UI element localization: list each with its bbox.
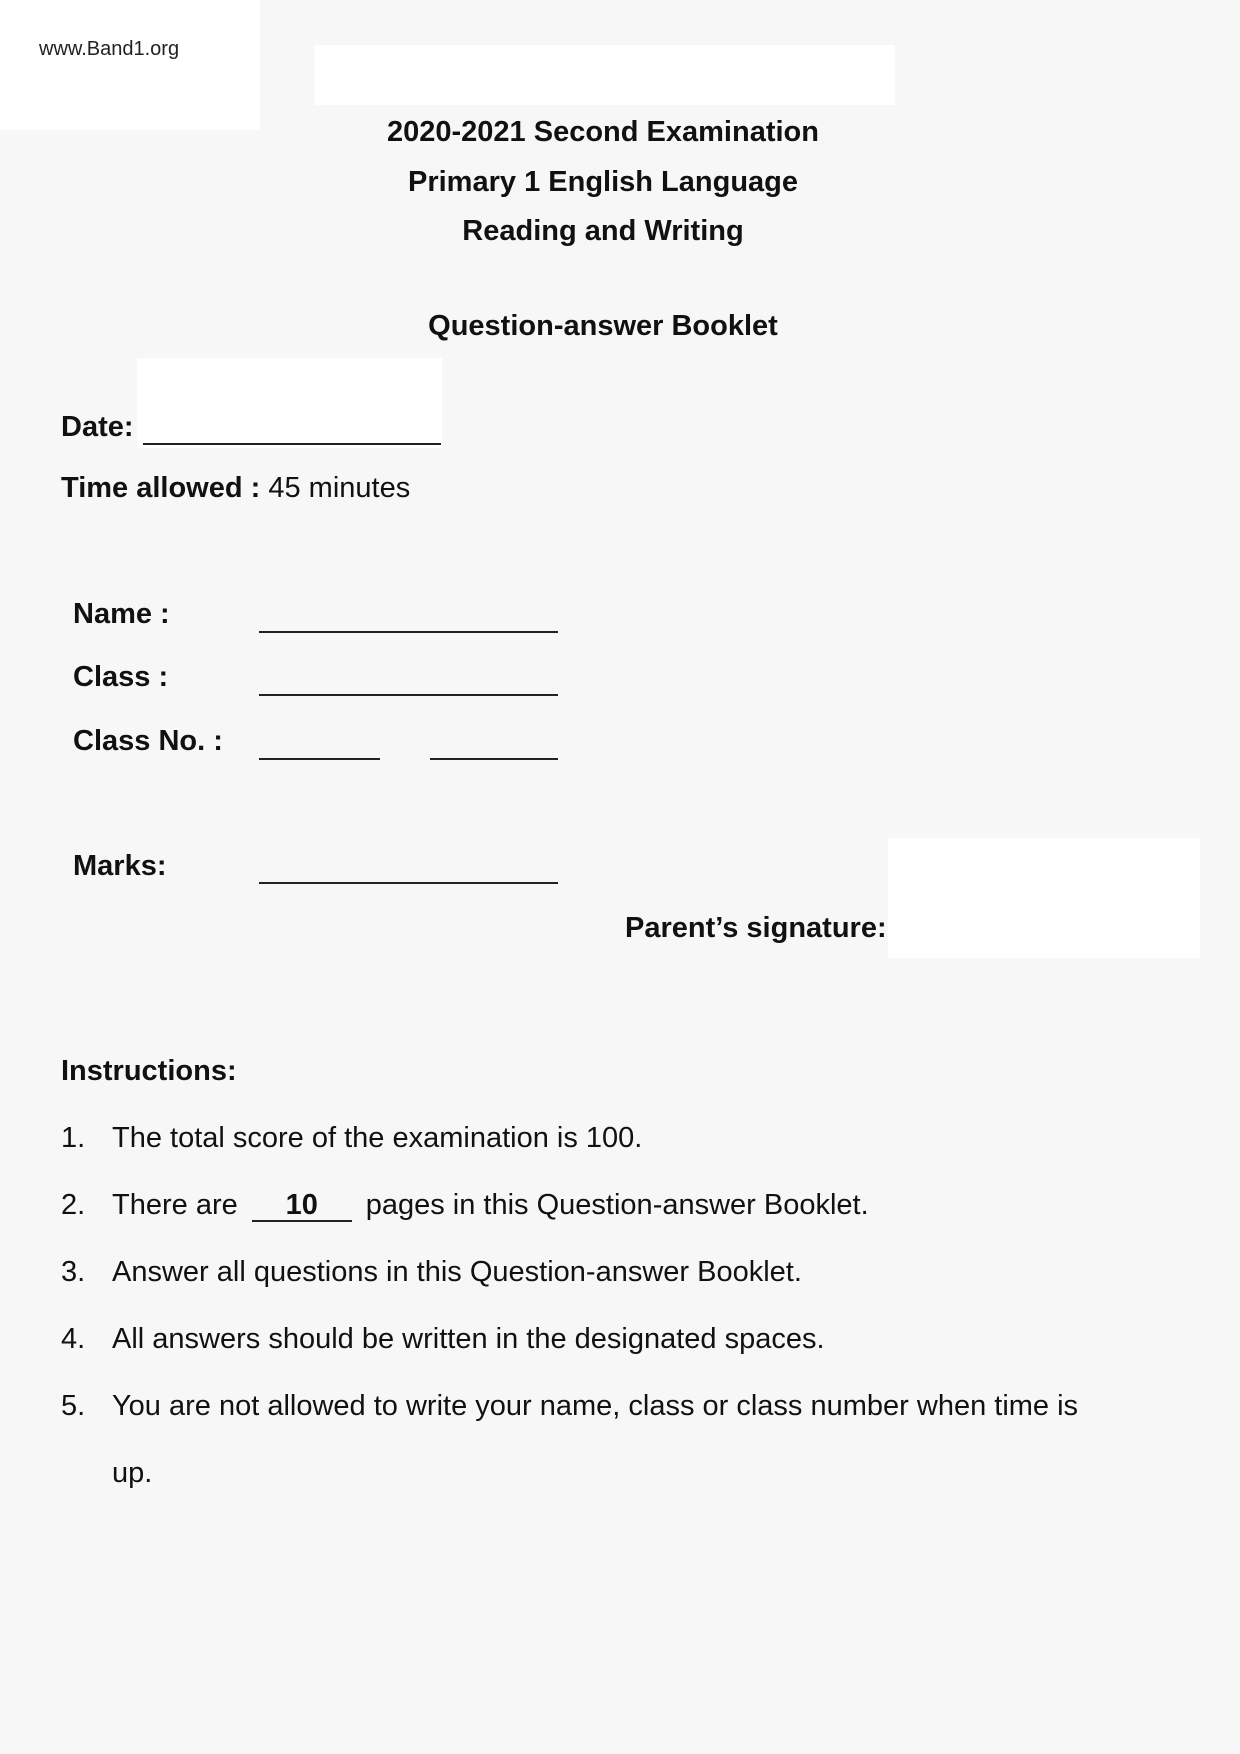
instruction-number: 3. [61,1256,86,1288]
marks-label: Marks: [73,850,167,882]
marks-line[interactable] [259,882,558,884]
class-no-label: Class No. : [73,725,223,757]
class-line[interactable] [259,694,558,696]
name-line[interactable] [259,631,558,633]
blank-patch [0,0,260,130]
time-allowed [61,472,410,505]
class-no-line-1[interactable] [259,758,380,760]
instruction-post: pages in this Question-answer Booklet. [365,1189,869,1221]
blank-patch [315,45,895,105]
instruction-number: 1. [61,1122,86,1154]
class-no-line-2[interactable] [430,758,558,760]
instruction-text: You are not allowed to write your name, class or class number when time is [112,1390,1079,1422]
instruction-number: 5. [61,1390,86,1422]
blank-patch [137,358,442,448]
date-line [143,443,441,445]
blank-patch [888,838,1200,958]
page-count: 10 [252,1190,352,1222]
instruction-number: 4. [61,1323,86,1355]
watermark: www.Band1.org [39,38,180,60]
instruction-number: 2. [61,1189,86,1221]
instruction-text: The total score of the examination is 100. [112,1122,643,1154]
class-label: Class : [73,661,169,693]
paper-title: Reading and Writing [462,215,744,247]
booklet-title: Question-answer Booklet [428,310,778,342]
parent-signature-label: Parent’s signature: [625,912,887,944]
time-label: Time allowed : [61,472,261,504]
exam-title: 2020-2021 Second Examination [387,116,819,148]
date-label: Date: [61,411,134,443]
name-label: Name : [73,598,170,630]
instruction-text: All answers should be written in the designated spaces. [112,1323,825,1355]
subject-title: Primary 1 English Language [408,166,798,198]
instruction-text: Answer all questions in this Question-answer Booklet. [112,1256,802,1288]
instruction-text [112,1189,869,1222]
time-value: 45 minutes [268,472,411,504]
instruction-text-continued: up. [112,1457,153,1489]
instructions-heading: Instructions: [61,1055,237,1087]
instruction-pre: There are [112,1189,238,1221]
